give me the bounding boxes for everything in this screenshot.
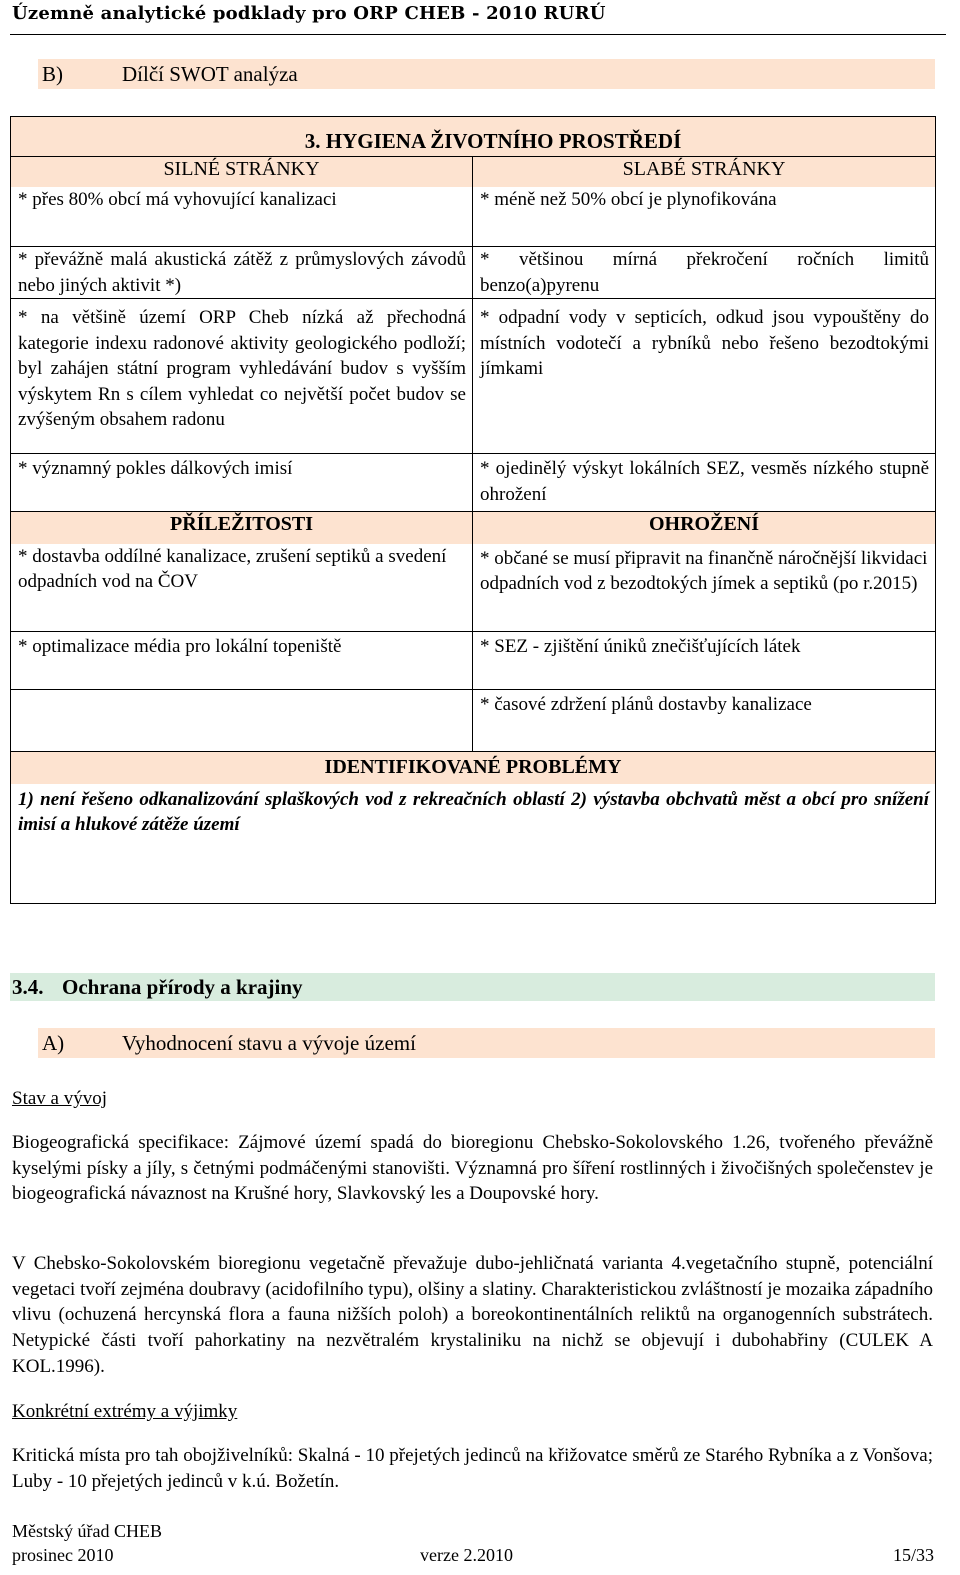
threat-item: * časové zdržení plánů dostavby kanalizace — [473, 690, 936, 752]
problems-header: IDENTIFIKOVANÉ PROBLÉMY — [11, 752, 936, 784]
header-divider — [10, 34, 946, 35]
section-b-heading — [38, 59, 935, 89]
section-a-letter: A) — [42, 1031, 65, 1055]
subheading-stav-a-vyvoj: Stav a vývoj — [12, 1088, 107, 1109]
strengths-header: SILNÉ STRÁNKY — [11, 157, 473, 187]
opportunities-header: PŘÍLEŽITOSTI — [11, 512, 473, 544]
swot-main-title: 3. HYGIENA ŽIVOTNÍHO PROSTŘEDÍ — [11, 117, 936, 157]
strength-item: * převážně malá akustická zátěž z průmyslových závodů nebo jiných aktivit *) — [11, 247, 473, 299]
strength-item: * přes 80% obcí má vyhovující kanalizaci — [11, 187, 473, 247]
section-a-title: Vyhodnocení stavu a vývoje území — [122, 1031, 416, 1055]
threat-item: * občané se musí připravit na finančně náročnější likvidaci odpadních vod z bezodtokých jímek a septiků (po r.2015) — [473, 544, 936, 632]
threats-header: OHROŽENÍ — [473, 512, 936, 544]
problems-text: 1) není řešeno odkanalizování splaškových vod z rekreačních oblastí 2) výstavba obchvatů měst a obcí pro snížení imisí a hlukové zátěže území — [11, 784, 936, 904]
section-a-heading — [38, 1028, 935, 1058]
document-header-title: Územně analytické podklady pro ORP CHEB - 2010 RURÚ — [12, 3, 606, 24]
subheading-extremes: Konkrétní extrémy a výjimky — [12, 1401, 238, 1422]
opportunity-item — [11, 690, 473, 752]
section-b-letter: B) — [42, 62, 63, 86]
weakness-item: * méně než 50% obcí je plynofikována — [473, 187, 936, 247]
opportunity-item: * optimalizace média pro lokální topeniště — [11, 632, 473, 690]
weakness-item: * odpadní vody v septicích, odkud jsou vypouštěny do místních vodotečí a rybníků nebo řešeno bezodtokými jímkami — [473, 299, 936, 454]
footer-page-number: 15/33 — [892, 1545, 934, 1565]
section-b-title: Dílčí SWOT analýza — [122, 62, 298, 86]
section-3-4-number: 3.4. — [12, 975, 44, 999]
section-3-4-heading — [10, 973, 935, 1001]
footer-version: verze 2.2010 — [420, 1545, 513, 1565]
strength-item: * na většině území ORP Cheb nízká až přechodná kategorie indexu radonové aktivity geologického podloží; byl zahájen státní program vyhledávání budov s vyšším výskytem Rn s cílem vyhledat co největší počet budov se zvýšeným obsahem radonu — [11, 299, 473, 454]
paragraph-vegetation: V Chebsko-Sokolovském bioregionu vegetačně převažuje dubo-jehličnatá varianta 4.vegetačního stupně, potenciální vegetaci tvoří zejména doubravy (acidofilního typu), olšiny a slatiny. Charakteristickou zvláštností je mozaika západního vlivu (ochuzená hercynská flora a fauna nižších poloh) a boreokontinentálních reliktů na organogenních substrátech. Netypické části tvoří pahorkatiny na nezvětralém krystaliniku na nichž se objevují i dubohabřiny (CULEK A KOL.1996). — [12, 1253, 933, 1377]
opportunity-item: * dostavba oddílné kanalizace, zrušení septiků a svedení odpadních vod na ČOV — [11, 544, 473, 632]
paragraph-critical-places: Kritická místa pro tah obojživelníků: Skalná - 10 přejetých jedinců na křižovatce směrů ze Starého Rybníka a z Vonšova; Luby - 10 přejetých jedinců v k.ú. Božetín. — [12, 1445, 933, 1492]
section-3-4-title: Ochrana přírody a krajiny — [62, 975, 303, 999]
weakness-item: * většinou mírná překročení ročních limitů benzo(a)pyrenu — [473, 247, 936, 299]
threat-item: * SEZ - zjištění úniků znečišťujících látek — [473, 632, 936, 690]
weaknesses-header: SLABÉ STRÁNKY — [473, 157, 936, 187]
paragraph-biogeography: Biogeografická specifikace: Zájmové území spadá do bioregionu Chebsko-Sokolovského 1.26, tvořeného převážně kyselými písky a jíly, s četnými podmáčenými stanovišti. Významná pro šíření rostlinných i živočišných společenstev je biogeografická návaznost na Krušné hory, Slavkovský les a Doupovské hory. — [12, 1132, 933, 1205]
swot-table — [10, 116, 936, 904]
weakness-item: * ojedinělý výskyt lokálních SEZ, vesměs nízkého stupně ohrožení — [473, 454, 936, 512]
strength-item: * významný pokles dálkových imisí — [11, 454, 473, 512]
footer-date: prosinec 2010 — [12, 1545, 114, 1565]
footer-office: Městský úřad CHEB — [12, 1521, 162, 1541]
